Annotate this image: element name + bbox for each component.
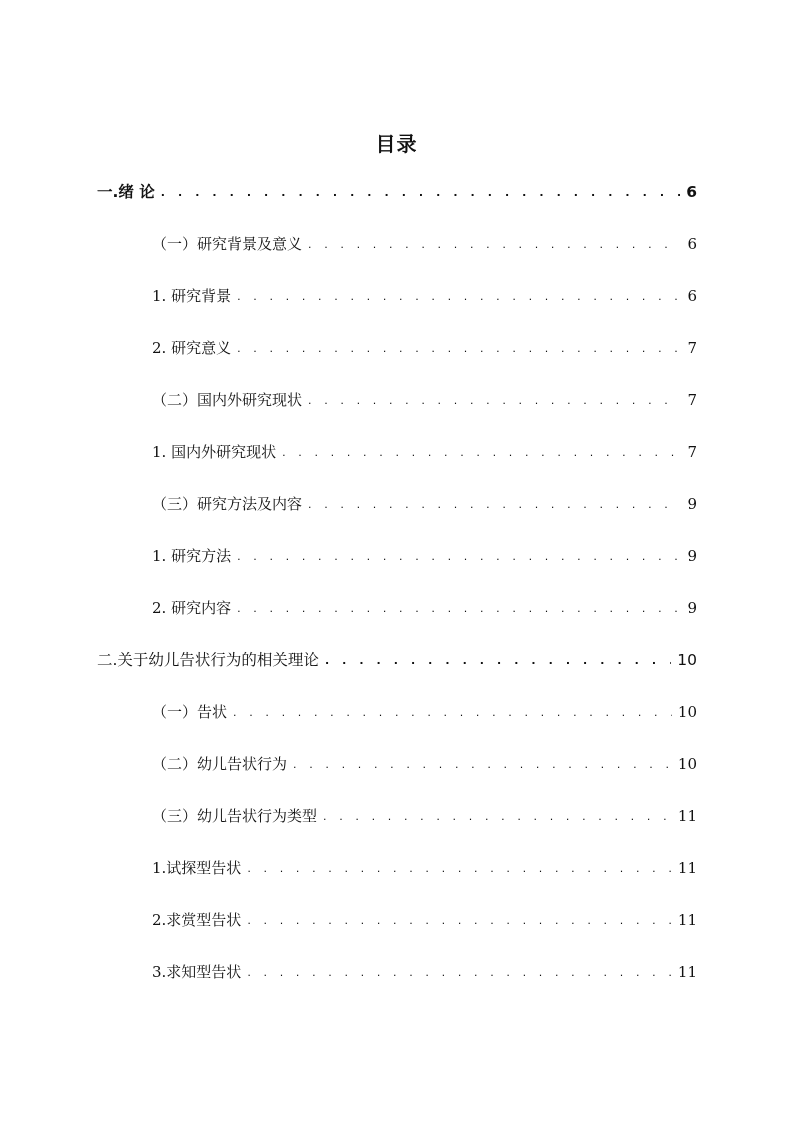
toc-leader-dots (237, 337, 681, 361)
toc-entry-label: （一）研究背景及意义 (152, 235, 303, 253)
toc-leader-dots (247, 961, 672, 985)
toc-entry-subsection[interactable] (152, 960, 697, 984)
toc-leader-dots (247, 857, 672, 881)
toc-entry-subsection[interactable] (152, 544, 697, 568)
toc-entry-page: 9 (687, 547, 697, 565)
toc-entry-label: （一）告状 (152, 703, 228, 721)
toc-entry-page: 9 (687, 599, 697, 617)
toc-entry-label: 二.关于幼儿告状行为的相关理论 (97, 651, 319, 669)
toc-entry-subsection[interactable] (152, 284, 697, 308)
toc-entry-page: 11 (677, 859, 697, 877)
toc-entry-page: 11 (677, 963, 697, 981)
toc-entry-label: （三）幼儿告状行为类型 (152, 807, 318, 825)
toc-leader-dots (237, 285, 681, 309)
toc-entry-label: 1. 研究背景 (152, 287, 232, 305)
toc-entry-page: 6 (686, 183, 697, 201)
toc-entry-subsection[interactable] (152, 336, 697, 360)
toc-entry-chapter-2[interactable] (97, 648, 697, 672)
toc-entry-page: 7 (687, 443, 697, 461)
toc-leader-dots (161, 181, 680, 205)
toc-leader-dots (233, 701, 672, 725)
toc-entry-label: （二）幼儿告状行为 (152, 755, 288, 773)
toc-leader-dots (282, 441, 681, 465)
toc-leader-dots (323, 805, 672, 829)
toc-leader-dots (325, 649, 671, 673)
toc-entry-subsection[interactable] (152, 908, 697, 932)
toc-leader-dots (237, 545, 681, 569)
toc-entry-subsection[interactable] (152, 440, 697, 464)
toc-entry-page: 10 (677, 651, 697, 669)
toc-entry-label: 2. 研究意义 (152, 339, 232, 357)
toc-entry-page: 11 (677, 807, 697, 825)
toc-leader-dots (293, 753, 672, 777)
toc-entry-label: （二）国内外研究现状 (152, 391, 303, 409)
toc-entry-label: 3.求知型告状 (152, 963, 242, 981)
toc-entry-section[interactable] (152, 232, 697, 256)
toc-entry-page: 6 (687, 235, 697, 253)
toc-entry-section[interactable] (152, 804, 697, 828)
toc-entry-page: 6 (687, 287, 697, 305)
toc-leader-dots (237, 597, 681, 621)
toc-entry-label: 1.试探型告状 (152, 859, 242, 877)
toc-entry-label: 一.绪 论 (97, 183, 155, 201)
toc-entry-subsection[interactable] (152, 856, 697, 880)
toc-title: 目录 (375, 132, 418, 156)
toc-entry-page: 10 (677, 703, 697, 721)
toc-leader-dots (308, 233, 681, 257)
toc-entry-page: 11 (677, 911, 697, 929)
toc-entry-label: 2.求赏型告状 (152, 911, 242, 929)
toc-entry-page: 7 (687, 391, 697, 409)
toc-leader-dots (247, 909, 672, 933)
toc-entry-subsection[interactable] (152, 596, 697, 620)
toc-entry-label: 2. 研究内容 (152, 599, 232, 617)
toc-entry-section[interactable] (152, 700, 697, 724)
toc-entry-label: （三）研究方法及内容 (152, 495, 303, 513)
toc-leader-dots (308, 389, 681, 413)
toc-entry-page: 10 (677, 755, 697, 773)
toc-entry-section[interactable] (152, 752, 697, 776)
toc-entry-label: 1. 国内外研究现状 (152, 443, 277, 461)
toc-entry-page: 7 (687, 339, 697, 357)
toc-entry-section[interactable] (152, 492, 697, 516)
toc-entry-label: 1. 研究方法 (152, 547, 232, 565)
toc-entry-section[interactable] (152, 388, 697, 412)
toc-leader-dots (308, 493, 681, 517)
toc-entry-page: 9 (687, 495, 697, 513)
toc-entry-chapter-1[interactable] (97, 180, 697, 204)
